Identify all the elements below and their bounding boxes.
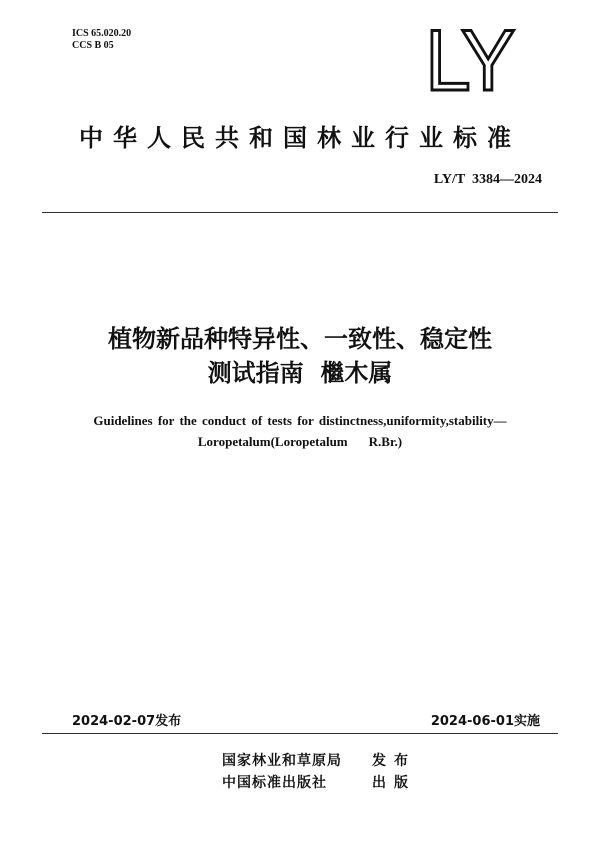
bottom-divider: [42, 733, 558, 734]
publisher-name: 中国标准出版社: [222, 775, 327, 791]
publishers: [222, 750, 416, 794]
publisher-row: [222, 772, 416, 794]
issue-date: 2024-02-07发布: [72, 714, 182, 729]
implementation-date: 2024-06-01实施: [430, 714, 540, 729]
ly-logo: LY: [425, 13, 512, 109]
standard-category-title: 中华人民共和国林业行业标准: [79, 124, 521, 152]
title-cn-line-2: 测试指南 檵木属: [207, 359, 393, 387]
top-divider: [42, 212, 558, 213]
document-title-en: [40, 410, 560, 452]
classification-codes: [72, 28, 131, 52]
title-en-line-1: Guidelines for the conduct of tests for distinctness,uniformity,stability—: [93, 413, 507, 428]
ics-code: ICS 65.020.20: [72, 28, 132, 39]
title-en-line-2: Loropetalum(Loropetalum R.Br.): [197, 434, 403, 449]
document-title-cn: [0, 322, 600, 390]
publisher-action: 出版: [372, 775, 416, 791]
standard-number: LY/T 3384—2024: [433, 172, 542, 187]
ccs-code: CCS B 05: [72, 40, 114, 51]
title-cn-line-1: 植物新品种特异性、一致性、稳定性: [108, 325, 492, 353]
publisher-action: 发布: [372, 753, 416, 769]
publisher-name: 国家林业和草原局: [222, 753, 342, 769]
publisher-row: [222, 750, 416, 772]
